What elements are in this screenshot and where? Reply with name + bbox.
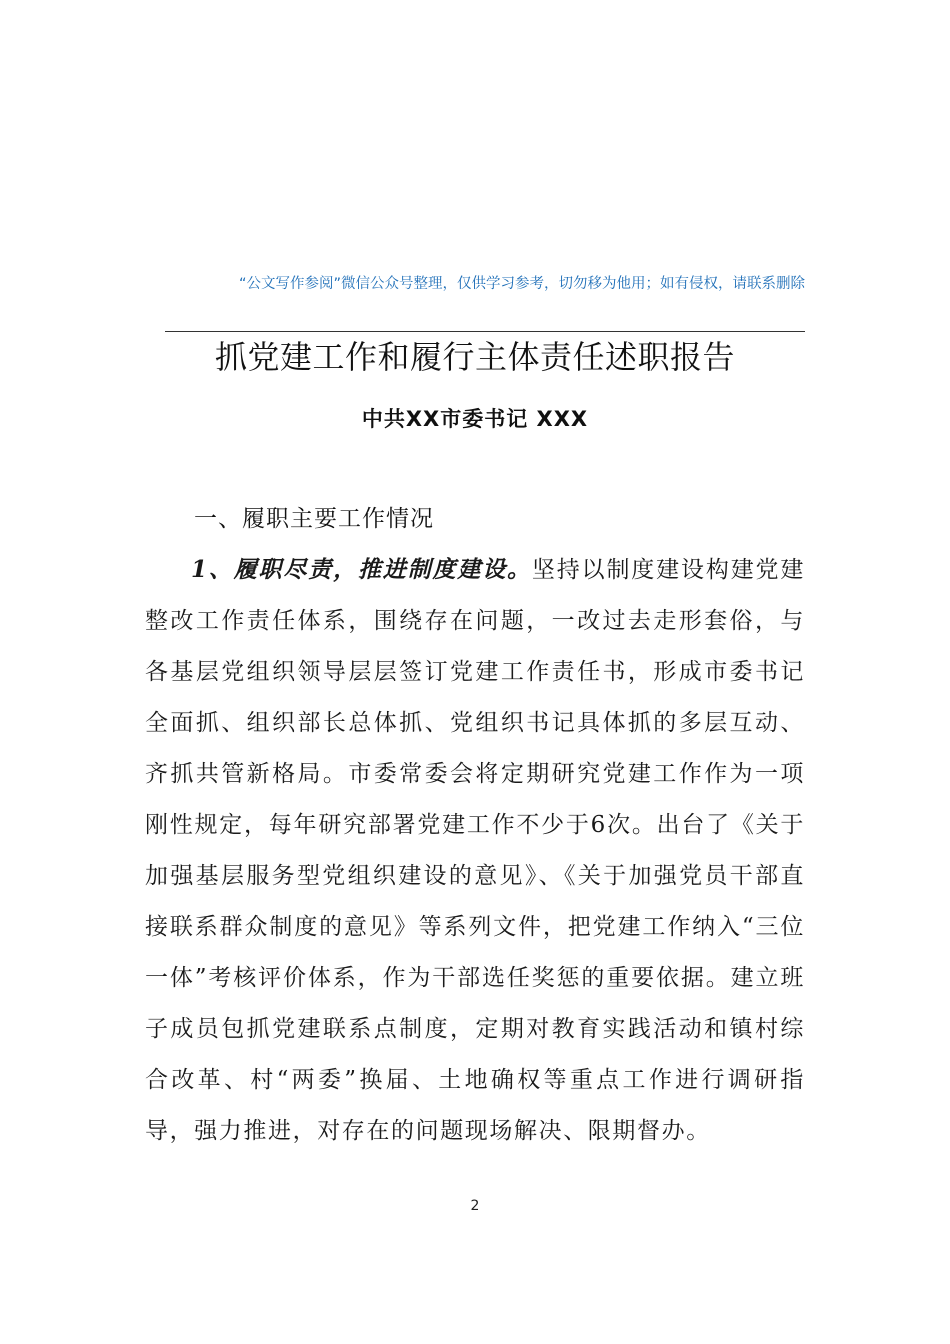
header-divider [165,331,805,332]
header-note: “公文写作参阅”微信公众号整理，仅供学习参考，切勿移为他用；如有侵权，请联系删除 [238,276,805,292]
body-paragraph [145,544,805,1157]
document-title: 抓党建工作和履行主体责任述职报告 [214,338,735,376]
paragraph-text: 坚持以制度建设构建党建整改工作责任体系，围绕存在问题，一改过去走形套俗，与各基层党组织领导层层签订党建工作责任书，形成市委书记全面抓、组织部长总体抓、党组织书记具体抓的多层互动、齐抓共管新格局。市委常委会将定期研究党建工作作为一项刚性规定，每年研究部署党建工作不少于6次。出台了《关于加强基层服务型党组织建设的意见》、《关于加强党员干部直接联系群众制度的意见》等系列文件，把党建工作纳入“三位一体”考核评价体系，作为干部选任奖惩的重要依据。建立班子成员包抓党建联系点制度，定期对教育实践活动和镇村综合改革、村“两委”换届、土地确权等重点工作进行调研指导，强力推进，对存在的问题现场解决、限期督办。 [145,557,805,1144]
document-author: 中共XX市委书记 XXX [361,407,589,431]
section-heading: 一、履职主要工作情况 [194,506,434,532]
paragraph-lead: 1、履职尽责，推进制度建设。 [191,556,532,583]
page-number: 2 [470,1198,480,1214]
